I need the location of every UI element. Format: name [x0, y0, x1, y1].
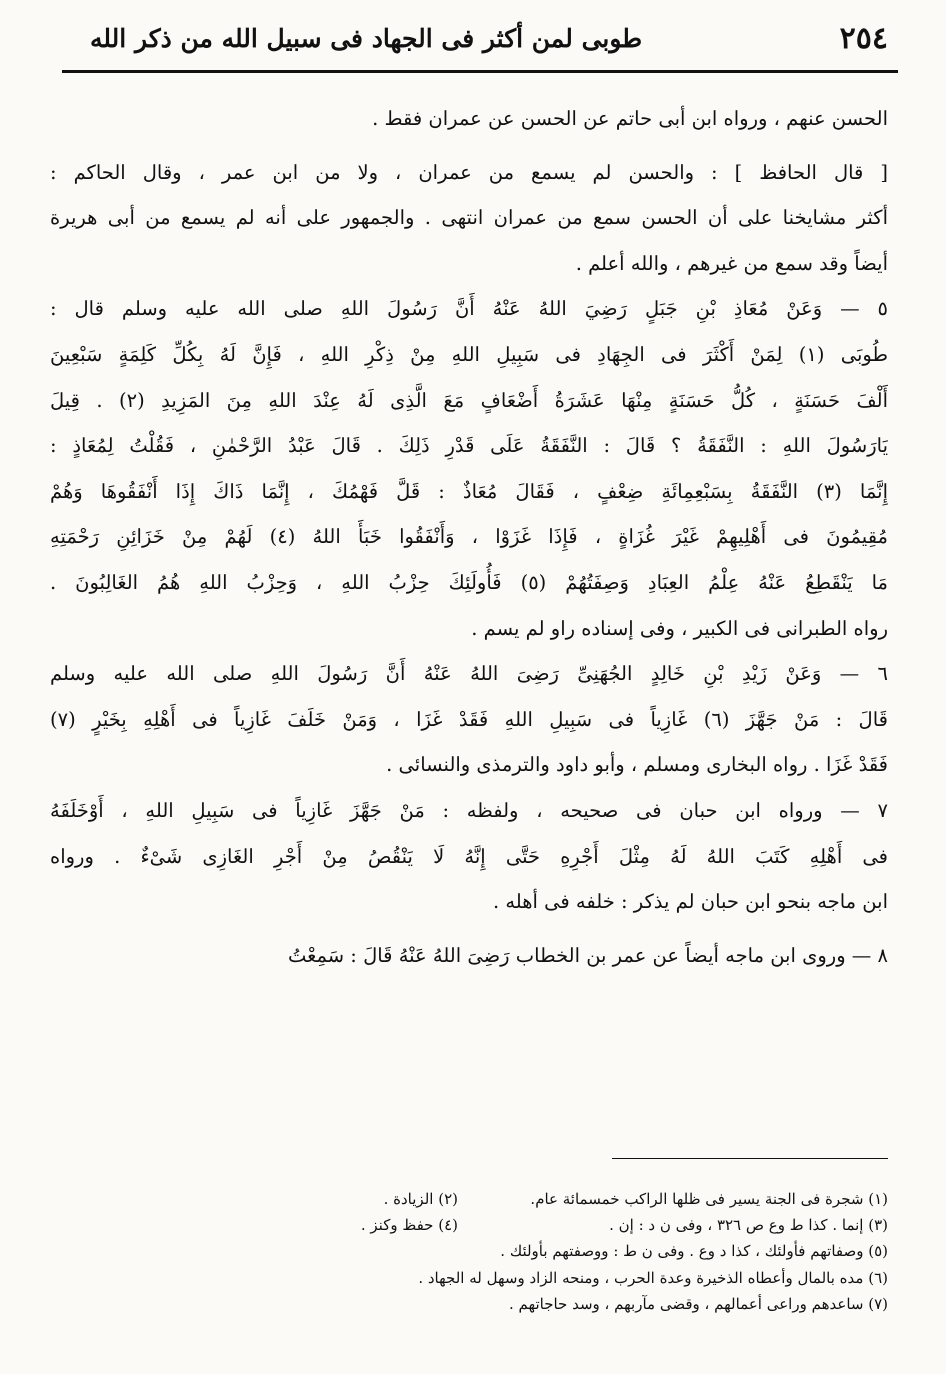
text-line: رواه الطبرانى فى الكبير ، وفى إسناده راو لم يسم .	[471, 616, 888, 640]
text-line: ابن ماجه بنحو ابن حبان لم يذكر : خلفه فى أهله .	[492, 890, 888, 914]
text-line: مُقِيمُونَ فى أَهْلِيهِمْ غَيْرَ غُزَاةٍ ، فَإِذَا غَزَوْا ، وَأَنْفَقُوا خَبَأَ اللهُ (٤) لَهُمْ مِنْ خَزَائِنِ رَحْمَتِهِ	[50, 525, 888, 549]
hadith-8-start: ٨ — وروى ابن ماجه أيضاً عن عمر بن الخطاب رَضِىَ اللهُ عَنْهُ قَالَ : سَمِعْتُ	[287, 943, 888, 967]
text-line: فى أَهْلِهِ كَتَبَ اللهُ لَهُ مِثْلَ أَجْرِهِ حَتَّى إِنَّهُ لَا يَنْقُصُ مِنْ أَجْرِ الغَازِى شَىْءٌ . ورواه	[50, 844, 888, 868]
text-line: أَلْفَ حَسَنَةٍ ، كُلُّ حَسَنَةٍ مِنْهَا عَشَرَةُ أَضْعَافٍ مَعَ الَّذِى لَهُ عِنْدَ اللهِ مِنَ المَزِيدِ (٢) . قِيلَ	[50, 388, 888, 412]
footnote-3: (٣) إنما . كذا ط وع ص ٣٢٦ ، وفى ن د : إن .	[609, 1216, 888, 1235]
book-page	[50, 0, 888, 1374]
footnotes	[170, 1186, 888, 1317]
footnote-6: (٦) مده بالمال وأعطاه الذخيرة وعدة الحرب ، ومنحه الزاد وسهل له الجهاد .	[418, 1268, 888, 1287]
hadith-7-start: ٧ — ورواه ابن حبان فى صحيحه ، ولفظه : مَنْ جَهَّزَ غَازِياً فى سَبِيلِ اللهِ ، أَوْخَلَفَهُ	[50, 798, 888, 822]
hadith-5-start: ٥ — وَعَنْ مُعَاذِ بْنِ جَبَلٍ رَضِيَ اللهُ عَنْهُ أَنَّ رَسُولَ اللهِ صلى الله عليه وسلم قال :	[50, 297, 888, 321]
text-line: أكثر مشايخنا على أن الحسن سمع من عمران انتهى . والجمهور على أنه لم يسمع من أبى هريرة	[50, 206, 888, 230]
footnote-row	[170, 1238, 888, 1264]
running-title: طوبى لمن أكثر فى الجهاد فى سبيل الله من ذكر الله	[90, 23, 643, 53]
main-text	[50, 96, 888, 978]
footnote-row	[170, 1265, 888, 1291]
text-line: [ قال الحافظ ] : والحسن لم يسمع من عمران ، ولا من ابن عمر ، وقال الحاكم :	[50, 160, 888, 184]
page-header	[60, 18, 888, 58]
text-line: مَا يَنْقَطِعُ عَنْهُ عِلْمُ العِبَادِ وَصِفَتُهُمْ (٥) فَأُولَئِكَ حِزْبُ اللهِ ، وَحِزْبُ اللهِ هُمُ الغَالِبُونَ .	[50, 570, 888, 594]
text-line: يَارَسُولَ اللهِ : النَّفَقَةُ ؟ قَالَ : النَّفَقَةُ عَلَى قَدْرِ ذَلِكَ . قَالَ عَبْدُ الرَّحْمٰنِ ، فَقُلْتُ لِمُعَاذٍ :	[50, 434, 888, 458]
footnote-row	[170, 1186, 888, 1212]
page-number: ٢٥٤	[839, 20, 888, 56]
text-line: قَالَ : مَنْ جَهَّزَ (٦) غَازِياً فى سَبِيلِ اللهِ فَقَدْ غَزَا ، وَمَنْ خَلَفَ غَازِياً فى أَهْلِهِ بِخَيْرٍ (٧)	[50, 707, 888, 731]
hadith-6-start: ٦ — وَعَنْ زَيْدِ بْنِ خَالِدٍ الجُهَنِىِّ رَضِىَ اللهُ عَنْهُ أَنَّ رَسُولَ اللهِ صلى الله عليه وسلم	[50, 662, 888, 686]
text-line: إِنَّمَا (٣) النَّفَقَةُ بِسَبْعِمِائَةِ ضِعْفٍ ، فَقَالَ مُعَاذٌ : قَلَّ فَهْمُكَ ، إِنَّمَا ذَاكَ إِذَا أَنْفَقُوهَا وَهُمْ	[50, 479, 888, 503]
header-rule	[62, 70, 898, 73]
footnote-2: (٢) الزيادة .	[383, 1190, 458, 1208]
footnote-rule	[612, 1158, 888, 1159]
footnote-row	[170, 1291, 888, 1317]
text-line: طُوبَى (١) لِمَنْ أَكْثَرَ فى الجِهَادِ فى سَبِيلِ اللهِ مِنْ ذِكْرِ اللهِ ، فَإِنَّ لَهُ بِكُلِّ كَلِمَةٍ سَبْعِينَ	[50, 342, 888, 366]
footnote-4: (٤) حفظ وكنز .	[360, 1216, 458, 1235]
footnote-row	[170, 1212, 888, 1238]
footnote-5: (٥) وصفاتهم فأولئك ، كذا د وع . وفى ن ط : ووصفتهم بأولئك .	[500, 1242, 888, 1261]
text-line: أيضاً وقد سمع من غيرهم ، والله أعلم .	[575, 251, 888, 275]
text-line: الحسن عنهم ، ورواه ابن أبى حاتم عن الحسن عن عمران فقط .	[372, 107, 888, 130]
footnote-7: (٧) ساعدهم وراعى أعمالهم ، وقضى مآربهم ، وسد حاجاتهم .	[509, 1294, 888, 1313]
text-line: فَقَدْ غَزَا . رواه البخارى ومسلم ، وأبو داود والترمذى والنسائى .	[386, 753, 888, 777]
footnote-1: (١) شجرة فى الجنة يسير فى ظلها الراكب خمسمائة عام.	[530, 1190, 888, 1208]
